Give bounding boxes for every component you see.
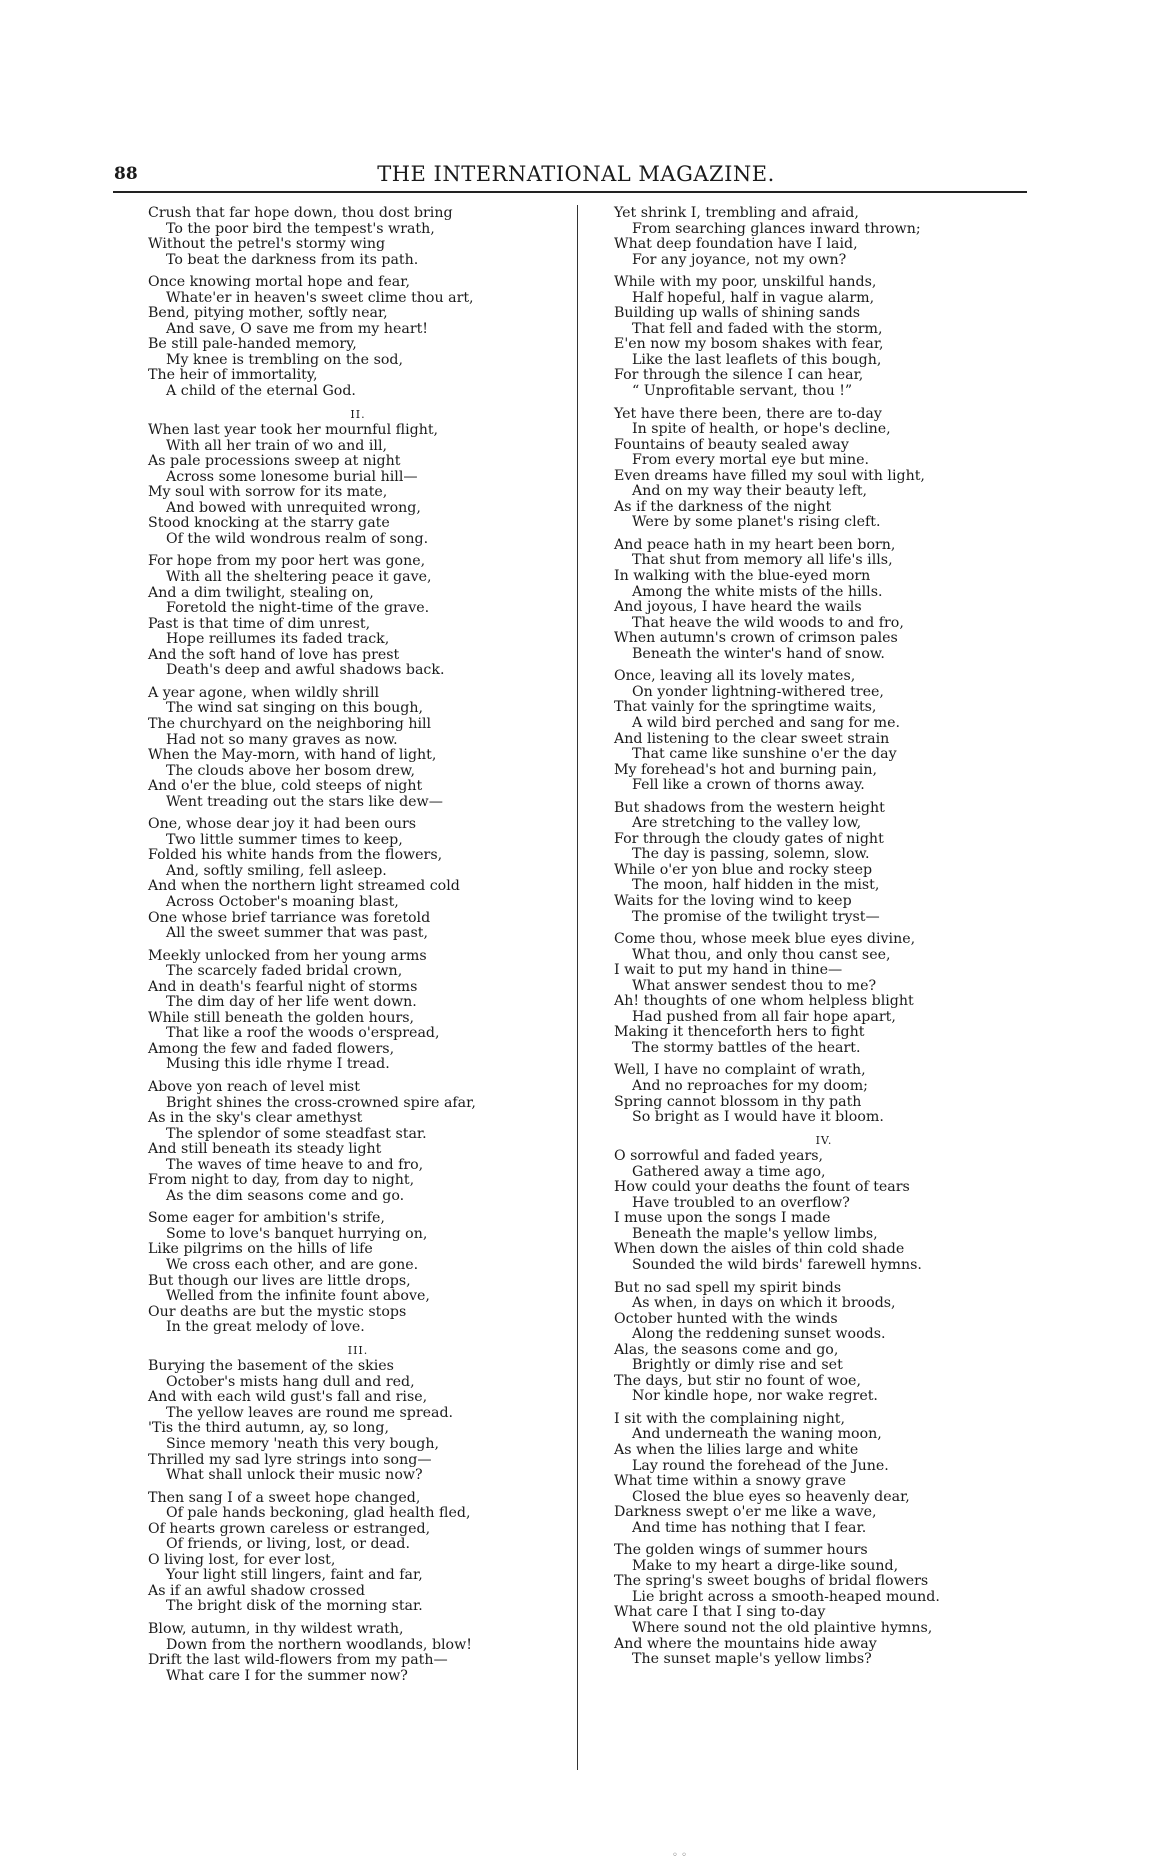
poem-line: What deep foundation have I laid, <box>614 236 858 253</box>
poem-line: For through the cloudy gates of night <box>614 830 884 847</box>
poem-line: Blow, autumn, in thy wildest wrath, <box>148 1621 404 1638</box>
poem-line: Once knowing mortal hope and fear, <box>148 274 410 291</box>
poem-line: And joyous, I have heard the wails <box>614 599 862 616</box>
poem-line: Bend, pitying mother, softly near, <box>148 305 388 322</box>
poem-line: With all her train of wo and ill, <box>166 437 388 454</box>
poem-line: That came like sunshine o'er the day <box>632 746 897 763</box>
printer-mark: ◦ ◦ <box>672 1850 687 1861</box>
poem-line: Like the last leaflets of this bough, <box>632 351 882 368</box>
poem-stanza <box>614 206 1034 268</box>
poem-line: When down the aisles of thin cold shade <box>614 1241 905 1258</box>
poem-line: Well, I have no complaint of wrath, <box>614 1062 866 1079</box>
poem-line: Fountains of beauty sealed away <box>614 436 849 453</box>
poem-line: The dim day of her life went down. <box>166 994 417 1011</box>
poem-line: And in death's fearful night of storms <box>148 978 418 995</box>
poem-line: And peace hath in my heart been born, <box>614 536 896 553</box>
poem-line: A child of the eternal God. <box>166 383 356 400</box>
poem-line: When the May-morn, with hand of light, <box>148 747 437 764</box>
poem-line: Half hopeful, half in vague alarm, <box>632 289 875 306</box>
poem-stanza <box>148 817 568 941</box>
poem-line: The scarcely faded bridal crown, <box>166 963 403 980</box>
poem-line: Gathered away a time ago, <box>632 1163 826 1180</box>
poem-line: What care I that I sing to-day <box>614 1604 826 1621</box>
poem-line: One whose brief tarriance was foretold <box>148 909 431 926</box>
poem-line: Ah! thoughts of one whom helpless blight <box>614 993 914 1010</box>
poem-line: Across October's moaning blast, <box>166 893 399 910</box>
poem-line: Went treading out the stars like dew— <box>166 793 443 810</box>
poem-line: Drift the last wild-flowers from my path— <box>148 1652 448 1669</box>
poem-stanza <box>614 538 1034 662</box>
poem-line: And bowed with unrequited wrong, <box>166 499 421 516</box>
poem-line: Beneath the winter's hand of snow. <box>632 645 885 662</box>
poem-line: And where the mountains hide away <box>614 1635 877 1652</box>
poem-line: So bright as I would have it bloom. <box>632 1109 884 1126</box>
poem-line: The splendor of some steadfast star. <box>166 1125 427 1142</box>
poem-line: For through the silence I can hear, <box>614 367 864 384</box>
poem-stanza <box>614 1281 1034 1405</box>
poem-line: Be still pale-handed memory, <box>148 336 357 353</box>
header-rule <box>113 191 1027 193</box>
poem-line: And o'er the blue, cold steeps of night <box>148 778 423 795</box>
poem-line: 'Tis the third autumn, ay, so long, <box>148 1420 389 1437</box>
poem-line: What time within a snowy grave <box>614 1473 847 1490</box>
poem-line: Yet shrink I, trembling and afraid, <box>614 205 859 221</box>
poem-line: The waves of time heave to and fro, <box>166 1156 424 1173</box>
poem-line: That fell and faded with the storm, <box>632 320 883 337</box>
poem-line: For any joyance, not my own? <box>632 251 847 268</box>
poem-line: “ Unprofitable servant, thou !” <box>632 383 853 400</box>
poem-line: Death's deep and awful shadows back. <box>166 662 445 679</box>
poem-line: Darkness swept o'er me like a wave, <box>614 1504 877 1521</box>
poem-line: Above yon reach of level mist <box>148 1078 360 1095</box>
poem-line: October hunted with the winds <box>614 1310 838 1327</box>
poem-line: Since memory 'neath this very bough, <box>166 1436 440 1453</box>
poem-line: Past is that time of dim unrest, <box>148 615 371 632</box>
poem-line: What thou, and only thou canst see, <box>632 946 891 963</box>
poem-line: Our deaths are but the mystic stops <box>148 1303 407 1320</box>
poem-line: My knee is trembling on the sod, <box>166 351 403 368</box>
poem-line: When autumn's crown of crimson pales <box>614 630 898 647</box>
poem-line: When last year took her mournful flight, <box>148 422 439 439</box>
poem-line: As in the sky's clear amethyst <box>148 1110 363 1127</box>
poem-line: As when the lilies large and white <box>614 1442 859 1459</box>
poem-line: Among the few and faded flowers, <box>148 1040 395 1057</box>
poem-line: Without the petrel's stormy wing <box>148 236 386 253</box>
poem-stanza <box>614 1543 1034 1667</box>
poem-line: That heave the wild woods to and fro, <box>632 614 904 631</box>
poem-line: Hope reillumes its faded track, <box>166 631 390 648</box>
poem-line: Alas, the seasons come and go, <box>614 1341 839 1358</box>
poem-stanza <box>148 1491 568 1615</box>
poem-line: And the soft hand of love has prest <box>148 646 400 663</box>
poem-stanza <box>148 423 568 547</box>
poem-line: Musing this idle rhyme I tread. <box>166 1056 390 1073</box>
poem-line: And on my way their beauty left, <box>632 483 868 500</box>
section-number: III. <box>347 1343 369 1357</box>
poem-line: On yonder lightning-withered tree, <box>632 683 884 700</box>
poem-line: But shadows from the western height <box>614 799 885 816</box>
poem-line: Along the reddening sunset woods. <box>632 1326 886 1343</box>
column-divider <box>577 205 578 1770</box>
poem-line: The stormy battles of the heart. <box>632 1039 861 1056</box>
poem-stanza <box>148 1622 568 1684</box>
poem-stanza <box>614 275 1034 399</box>
poem-line: O living lost, for ever lost, <box>148 1551 336 1568</box>
poem-line: And still beneath its steady light <box>148 1141 382 1158</box>
poem-line: The days, but stir no fount of woe, <box>614 1372 861 1389</box>
poem-line: While still beneath the golden hours, <box>148 1009 415 1026</box>
running-head: THE INTERNATIONAL MAGAZINE. <box>377 162 775 186</box>
poem-line: Making it thenceforth hers to fight <box>614 1024 865 1041</box>
poem-line: Yet have there been, there are to-day <box>614 405 882 422</box>
poem-line: For hope from my poor hert was gone, <box>148 553 426 570</box>
poem-line: Your light still lingers, faint and far, <box>166 1567 423 1584</box>
poem-line: Come thou, whose meek blue eyes divine, <box>614 931 916 948</box>
poem-line: Bright shines the cross-crowned spire afar, <box>166 1094 476 1111</box>
poem-line: Beneath the maple's yellow limbs, <box>632 1225 878 1242</box>
poem-stanza <box>148 1359 568 1483</box>
poem-line: My forehead's hot and burning pain, <box>614 761 877 778</box>
poem-line: Closed the blue eyes so heavenly dear, <box>632 1488 910 1505</box>
poem-line: And when the northern light streamed cold <box>148 878 460 895</box>
poem-line: Where sound not the old plaintive hymns, <box>632 1620 933 1637</box>
poem-line: What care I for the summer now? <box>166 1667 408 1684</box>
poem-line: Once, leaving all its lovely mates, <box>614 668 856 685</box>
poem-stanza <box>148 206 568 268</box>
poem-line: Fell like a crown of thorns away. <box>632 777 865 794</box>
poem-stanza <box>614 407 1034 531</box>
poem-line: And save, O save me from my heart! <box>166 320 428 337</box>
poem-line: But though our lives are little drops, <box>148 1272 411 1289</box>
poem-line: As if the darkness of the night <box>614 498 832 515</box>
poem-line: The moon, half hidden in the mist, <box>632 877 880 894</box>
poem-line: Whate'er in heaven's sweet clime thou art, <box>166 289 474 306</box>
poem-line: As pale processions sweep at night <box>148 453 401 470</box>
poem-stanza <box>614 801 1034 925</box>
poem-line: All the sweet summer that was past, <box>166 925 428 942</box>
poem-line: Had pushed from all fair hope apart, <box>632 1008 896 1025</box>
poem-line: That like a roof the woods o'erspread, <box>166 1025 440 1042</box>
poem-line: A year agone, when wildly shrill <box>148 684 380 701</box>
poem-line: And no reproaches for my doom; <box>632 1077 868 1094</box>
poem-line: Then sang I of a sweet hope changed, <box>148 1489 421 1506</box>
poem-line: Brightly or dimly rise and set <box>632 1357 843 1374</box>
poem-line: And a dim twilight, stealing on, <box>148 584 374 601</box>
poem-line: Have troubled to an overflow? <box>632 1194 850 1211</box>
poem-line: Waits for the loving wind to keep <box>614 892 852 909</box>
poem-line: Like pilgrims on the hills of life <box>148 1241 373 1258</box>
poem-line: And with each wild gust's fall and rise, <box>148 1389 428 1406</box>
poem-line: We cross each other, and are gone. <box>166 1257 419 1273</box>
poem-line: The churchyard on the neighboring hill <box>148 715 432 732</box>
poem-line: Lie bright across a smooth-heaped mound. <box>632 1588 940 1605</box>
section-number: II. <box>350 407 366 421</box>
poem-line: In walking with the blue-eyed morn <box>614 568 871 585</box>
poem-line: The bright disk of the morning star. <box>166 1598 423 1615</box>
poem-line: And underneath the waning moon, <box>632 1426 882 1443</box>
poem-line: That shut from memory all life's ills, <box>632 552 893 569</box>
poem-line: And time has nothing that I fear. <box>632 1519 867 1536</box>
poem-line: The golden wings of summer hours <box>614 1542 868 1559</box>
poem-line: The heir of immortality, <box>148 367 318 384</box>
poem-line: From night to day, from day to night, <box>148 1172 415 1189</box>
poem-line: O sorrowful and faded years, <box>614 1148 824 1165</box>
poem-line: Even dreams have filled my soul with light, <box>614 467 925 484</box>
poem-line: And, softly smiling, fell asleep. <box>166 862 387 879</box>
poem-line: Lay round the forehead of the June. <box>632 1457 889 1474</box>
poem-line: Spring cannot blossom in thy path <box>614 1093 862 1110</box>
poem-stanza <box>148 1211 568 1335</box>
poem-line: Foretold the night-time of the grave. <box>166 600 430 617</box>
poem-line: In the great melody of love. <box>166 1319 365 1336</box>
poem-line: Of the wild wondrous realm of song. <box>166 530 429 547</box>
poem-line: October's mists hang dull and red, <box>166 1373 415 1390</box>
poem-line: As when, in days on which it broods, <box>632 1295 896 1312</box>
poem-stanza <box>148 949 568 1073</box>
poem-line: What answer sendest thou to me? <box>632 977 877 994</box>
section-number: IV. <box>815 1133 833 1147</box>
left-column <box>148 206 568 1691</box>
poem-line: Are stretching to the valley low, <box>632 815 862 832</box>
poem-line: While with my poor, unskilful hands, <box>614 274 877 291</box>
poem-line: Stood knocking at the starry gate <box>148 515 390 532</box>
poem-line: Nor kindle hope, nor wake regret. <box>632 1388 878 1405</box>
poem-line: What shall unlock their music now? <box>166 1467 423 1484</box>
poem-stanza <box>614 1149 1034 1273</box>
poem-line: A wild bird perched and sang for me. <box>632 714 900 731</box>
page-number: 88 <box>114 164 138 184</box>
poem-stanza <box>614 932 1034 1056</box>
poem-line: Welled from the infinite fount above, <box>166 1288 430 1305</box>
poem-line: Were by some planet's rising cleft. <box>632 514 881 531</box>
poem-line: How could your deaths the fount of tears <box>614 1179 910 1196</box>
poem-line: To beat the darkness from its path. <box>166 251 419 268</box>
poem-line: The promise of the twilight tryst— <box>632 908 880 925</box>
poem-line: Across some lonesome burial hill— <box>166 468 418 485</box>
poem-line: That vainly for the springtime waits, <box>614 699 877 716</box>
poem-line: My soul with sorrow for its mate, <box>148 484 388 501</box>
poem-line: And listening to the clear sweet strain <box>614 730 890 747</box>
poem-line: Some eager for ambition's strife, <box>148 1210 385 1227</box>
poem-line: The wind sat singing on this bough, <box>166 700 424 717</box>
poem-line: As if an awful shadow crossed <box>148 1582 365 1599</box>
poem-line: I muse upon the songs I made <box>614 1210 831 1227</box>
poem-line: From searching glances inward thrown; <box>632 220 921 237</box>
poem-line: From every mortal eye but mine. <box>632 452 870 469</box>
poem-line: One, whose dear joy it had been ours <box>148 816 417 833</box>
poem-line: Down from the northern woodlands, blow! <box>166 1636 472 1653</box>
poem-line: The day is passing, solemn, slow. <box>632 846 870 863</box>
poem-line: In spite of health, or hope's decline, <box>632 421 891 438</box>
poem-line: E'en now my bosom shakes with fear, <box>614 336 884 353</box>
poem-line: Of friends, or living, lost, or dead. <box>166 1536 411 1553</box>
poem-line: The spring's sweet boughs of bridal flowers <box>614 1573 929 1590</box>
poem-line: Crush that far hope down, thou dost bring <box>148 205 453 221</box>
poem-stanza <box>148 1080 568 1204</box>
poem-line: Some to love's banquet hurrying on, <box>166 1225 428 1242</box>
poem-line: Among the white mists of the hills. <box>632 583 883 600</box>
right-column <box>614 206 1034 1675</box>
poem-line: To the poor bird the tempest's wrath, <box>166 220 435 237</box>
poem-stanza <box>614 669 1034 793</box>
poem-line: I sit with the complaining night, <box>614 1410 845 1427</box>
poem-line: Meekly unlocked from her young arms <box>148 947 427 964</box>
poem-line: But no sad spell my spirit binds <box>614 1279 842 1296</box>
poem-line: Folded his white hands from the flowers, <box>148 847 443 864</box>
poem-stanza <box>614 1063 1034 1125</box>
poem-stanza <box>614 1412 1034 1536</box>
poem-stanza <box>148 554 568 678</box>
poem-stanza <box>148 275 568 399</box>
poem-line: The yellow leaves are round me spread. <box>166 1404 454 1421</box>
poem-line: Thrilled my sad lyre strings into song— <box>148 1451 432 1468</box>
poem-line: The clouds above her bosom drew, <box>166 762 416 779</box>
poem-line: Of hearts grown careless or estranged, <box>148 1520 431 1537</box>
poem-stanza <box>148 686 568 810</box>
poem-line: Make to my heart a dirge-like sound, <box>632 1557 899 1574</box>
poem-line: I wait to put my hand in thine— <box>614 962 843 979</box>
poem-line: Two little summer times to keep, <box>166 831 403 848</box>
poem-line: With all the sheltering peace it gave, <box>166 569 432 586</box>
poem-line: Had not so many graves as now. <box>166 731 398 748</box>
poem-line: Sounded the wild birds' farewell hymns. <box>632 1257 922 1273</box>
poem-line: Burying the basement of the skies <box>148 1358 394 1375</box>
poem-line: As the dim seasons come and go. <box>166 1187 405 1204</box>
poem-line: The sunset maple's yellow limbs? <box>632 1651 872 1668</box>
poem-line: Of pale hands beckoning, glad health fled, <box>166 1505 471 1522</box>
poem-line: Building up walls of shining sands <box>614 305 861 322</box>
poem-line: While o'er yon blue and rocky steep <box>614 861 873 878</box>
